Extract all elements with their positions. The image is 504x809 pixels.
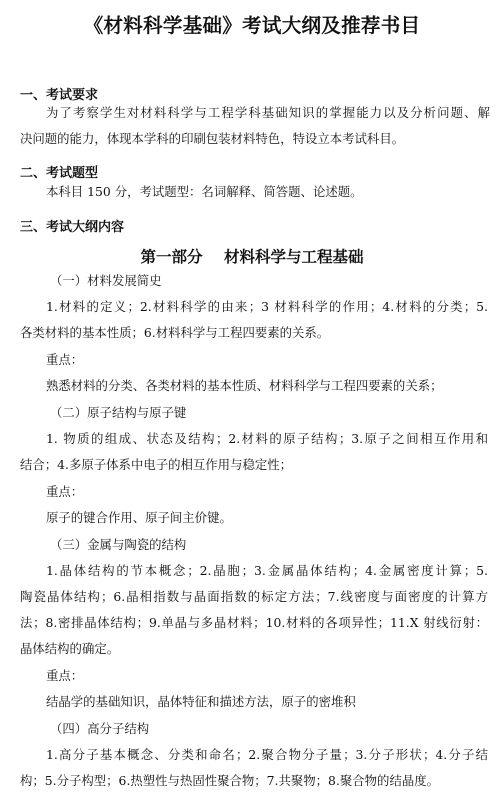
key-points-text: 结晶学的基础知识，晶体特征和描述方法，原子的密堆积 xyxy=(46,694,356,709)
chapter-title: （二）原子结构与原子键 xyxy=(50,405,187,420)
chapter-title: （三）金属与陶瓷的结构 xyxy=(50,537,187,552)
key-points-text: 原子的键合作用、原子间主价键。 xyxy=(46,510,232,525)
chapter-content-line: 结合；4.多原子体系中电子的相互作用与稳定性； xyxy=(20,457,293,472)
chapter-content-line: 1.材料的定义；2.材料科学的由来；3 材料科学的作用；4.材料的分类；5. xyxy=(46,299,488,314)
requirements-paragraph-line: 为了考察学生对材料科学与工程学科基础知识的掌握能力以及分析问题、解 xyxy=(46,105,490,120)
section-heading-requirements: 一、考试要求 xyxy=(20,88,99,103)
section-heading-question-types: 二、考试题型 xyxy=(20,166,99,181)
chapter-content-line: 各类材料的基本性质；6.材料科学与工程四要素的关系。 xyxy=(20,325,330,340)
key-points-label: 重点： xyxy=(46,668,84,683)
chapter-content-line: 陶瓷晶体结构；6.晶相指数与晶面指数的标定方法；7.线密度与面密度的计算方 xyxy=(20,589,488,604)
chapter-content-line: 晶体结构的确定。 xyxy=(20,641,120,656)
section-heading-syllabus: 三、考试大纲内容 xyxy=(20,220,125,235)
chapter-content-line: 构；5.分子构型；6.热塑性与热固性聚合物；7.共聚物；8.聚合物的结晶度。 xyxy=(20,773,440,788)
chapter-content-line: 1.晶体结构的节本概念；2.晶胞；3.金属晶体结构；4.金属密度计算；5. xyxy=(46,563,488,578)
question-types-paragraph: 本科目 150 分，考试题型：名词解释、简答题、论述题。 xyxy=(46,184,363,199)
chapter-title: （四）高分子结构 xyxy=(50,721,150,736)
document-title: 《材料科学基础》考试大纲及推荐书目 xyxy=(83,14,421,37)
chapter-title: （一）材料发展简史 xyxy=(50,273,162,288)
chapter-content-line: 法；8.密排晶体结构；9.单晶与多晶材料；10.材料的各项异性；11.X 射线衍射： xyxy=(20,615,488,630)
key-points-text: 熟悉材料的分类、各类材料的基本性质、材料科学与工程四要素的关系； xyxy=(46,378,443,393)
key-points-label: 重点： xyxy=(46,484,84,499)
part-title: 第一部分 材料科学与工程基础 xyxy=(140,248,364,266)
chapter-content-line: 1.高分子基本概念、分类和命名；2.聚合物分子量；3.分子形状；4.分子结 xyxy=(46,747,488,762)
key-points-label: 重点： xyxy=(46,352,84,367)
chapter-content-line: 1. 物质的组成、状态及结构；2.材料的原子结构；3.原子之间相互作用和 xyxy=(46,431,488,446)
requirements-paragraph-line: 决问题的能力，体现本学科的印刷包装材料特色，特设立本考试科目。 xyxy=(20,131,405,146)
